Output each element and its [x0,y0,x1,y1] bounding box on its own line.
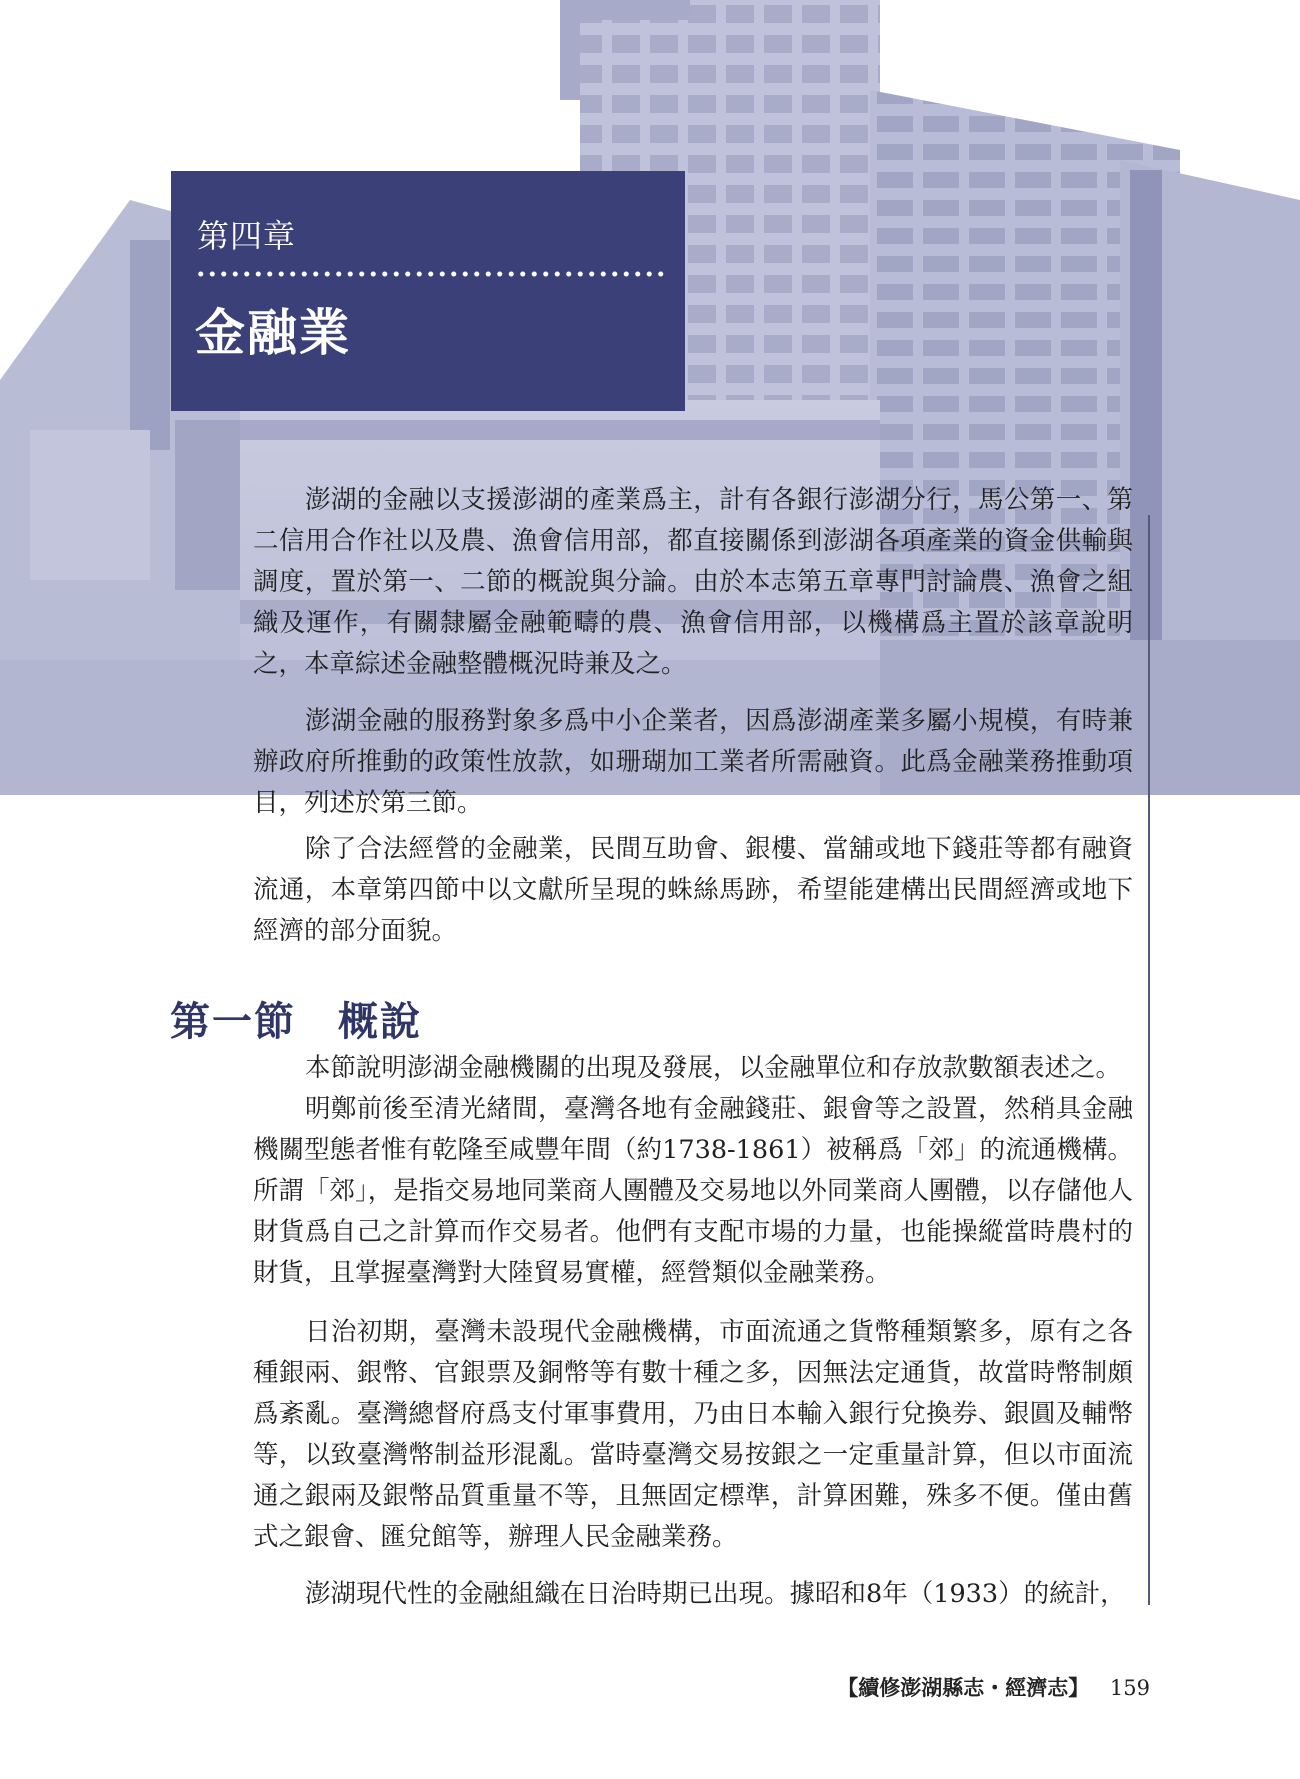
intro-paragraph-2: 澎湖金融的服務對象多爲中小企業者，因爲澎湖產業多屬小規模，有時兼辦政府所推動的政策性放款，如珊瑚加工業者所需融資。此爲金融業務推動項目，列述於第三節。 [253,706,1133,818]
right-margin-rule [1148,515,1150,1605]
intro-paragraph-1: 澎湖的金融以支援澎湖的產業爲主，計有各銀行澎湖分行，馬公第一、第二信用合作社以及農、漁會信用部，都直接關係到澎湖各項產業的資金供輸與調度，置於第一、二節的概說與分論。由於本志第五章專門討論農、漁會之組織及運作，有關隸屬金融範疇的農、漁會信用部，以機構爲主置於該章說明之，本章綜述金融整體概況時兼及之。 [253,485,1133,679]
section-paragraph-1: 本節說明澎湖金融機關的出現及發展，以金融單位和存放款數額表述之。 [305,1053,1122,1083]
intro-paragraph-3: 除了合法經營的金融業，民間互助會、銀樓、當舖或地下錢莊等都有融資流通，本章第四節中以文獻所呈現的蛛絲馬跡，希望能建構出民間經濟或地下經濟的部分面貌。 [253,834,1133,946]
book-title: 【續修澎湖縣志・經濟志】 [837,1675,1090,1700]
dotted-divider [195,271,665,277]
section-heading: 第一節 概說 [170,998,422,1045]
section-paragraph-3: 日治初期，臺灣未設現代金融機構，市面流通之貨幣種類繁多，原有之各種銀兩、銀幣、官銀票及銅幣等有數十種之多，因無法定通貨，故當時幣制頗爲紊亂。臺灣總督府爲支付軍事費用，乃由日本輸入銀行兌換券、銀圓及輔幣等，以致臺灣幣制益形混亂。當時臺灣交易按銀之一定重量計算，但以市面流通之銀兩及銀幣品質重量不等，且無固定標準，計算困難，殊多不便。僅由舊式之銀會、匯兌館等，辦理人民金融業務。 [253,1317,1133,1552]
page-footer [837,1672,1150,1702]
chapter-label: 第四章 [197,217,297,255]
chapter-title-box [171,171,685,411]
page-number: 159 [1109,1676,1150,1700]
section-paragraph-2: 明鄭前後至清光緒間，臺灣各地有金融錢莊、銀會等之設置，然稍具金融機關型態者惟有乾隆至咸豐年間（約1738-1861）被稱爲「郊」的流通機構。所謂「郊」，是指交易地同業商人團體及交易地以外同業商人團體，以存儲他人財貨爲自己之計算而作交易者。他們有支配市場的力量，也能操縱當時農村的財貨，且掌握臺灣對大陸貿易實權，經營類似金融業務。 [253,1094,1133,1288]
section-paragraph-4: 澎湖現代性的金融組織在日治時期已出現。據昭和8年（1933）的統計， [305,1579,1126,1609]
chapter-title: 金融業 [195,303,351,362]
